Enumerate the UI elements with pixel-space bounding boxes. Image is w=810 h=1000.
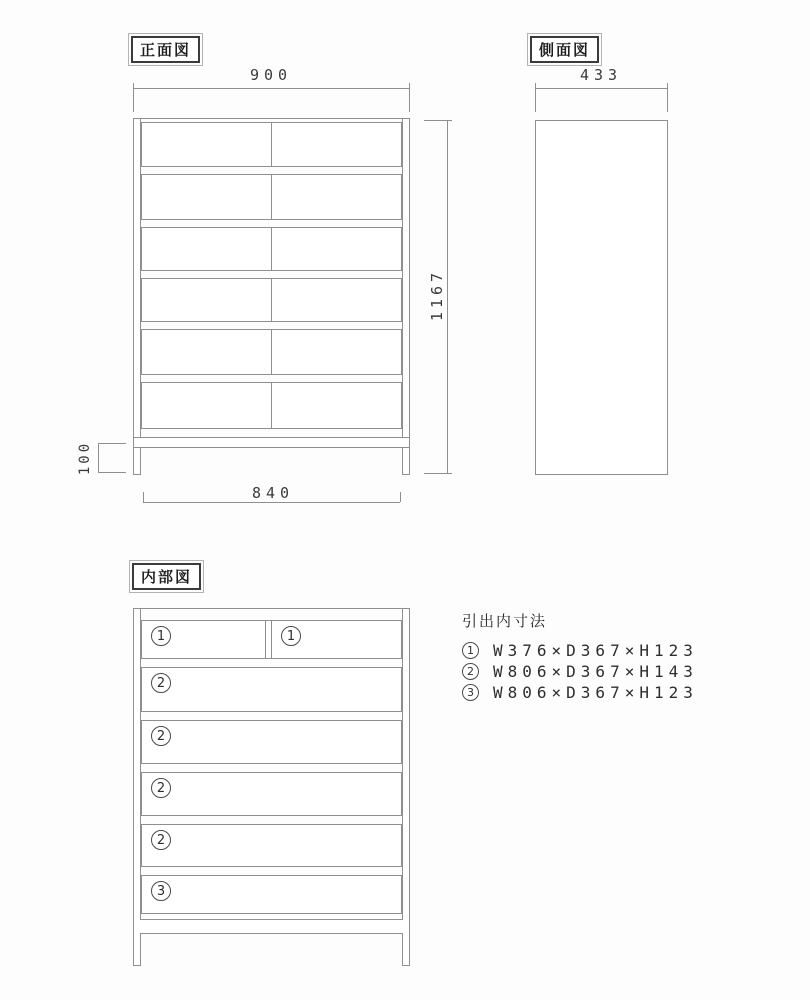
legend-number-badge: 2 [462,663,479,680]
legend-number-badge: 1 [462,642,479,659]
drawer-number-badge: 2 [151,673,171,693]
side-view-label [530,36,599,63]
dimension-value-1167: 1167 [428,268,446,322]
extension-line [400,492,401,502]
extension-line [409,83,410,112]
dimension-value-840: 840 [251,484,295,502]
extension-line [535,83,536,112]
drawer-center-divider [271,175,272,219]
internal-row-5 [141,824,402,867]
drawer-number-badge: 2 [151,830,171,850]
extension-line [424,473,452,474]
extension-line [98,443,126,444]
legend-number-badge: 3 [462,684,479,701]
internal-center-partition [265,621,272,658]
dimension-line-900 [133,88,409,89]
dimension-line-433 [535,88,667,89]
dimension-line-840 [143,502,400,503]
drawer-center-divider [271,123,272,166]
drawer-number-badge: 1 [151,626,171,646]
legend-item-1 [462,641,698,659]
legend-item-2 [462,662,698,680]
front-view-label-text: 正面図 [140,41,192,59]
dimension-value-100: 100 [77,440,93,476]
internal-row-1 [141,620,402,659]
extension-line [133,83,134,112]
drawer-front-row-1 [141,122,402,167]
drawer-center-divider [271,330,272,374]
drawer-number-badge: 2 [151,726,171,746]
drawer-front-row-3 [141,227,402,271]
drawer-number-badge: 2 [151,778,171,798]
internal-right-post [402,608,410,966]
drawer-front-row-2 [141,174,402,220]
drawer-front-row-4 [141,278,402,322]
drawer-center-divider [271,279,272,321]
drawer-number-badge: 3 [151,881,171,901]
extension-line [667,83,668,112]
front-left-post [133,118,141,475]
front-view-label [131,36,200,63]
internal-left-post [133,608,141,966]
legend-dimensions: W806×D367×H143 [493,661,698,681]
dimension-value-433: 433 [579,66,623,84]
legend-dimensions: W376×D367×H123 [493,640,698,660]
legend-dimensions: W806×D367×H123 [493,682,698,702]
extension-line [98,472,126,473]
drawer-center-divider [271,383,272,428]
front-bottom-rail [133,437,410,448]
side-view-label-text: 側面図 [539,41,591,59]
internal-row-4 [141,772,402,816]
dimension-value-900: 900 [249,66,293,84]
drawer-front-row-6 [141,382,402,429]
drawer-number-badge: 1 [281,626,301,646]
internal-row-2 [141,667,402,712]
internal-row-3 [141,720,402,764]
internal-bottom-rail [140,919,403,934]
extension-line [424,120,452,121]
extension-line [143,492,144,502]
internal-row-6 [141,875,402,914]
internal-view-label [132,563,201,590]
legend-item-3 [462,683,698,701]
internal-top-edge [133,608,410,609]
legend-title: 引出内寸法 [462,612,548,630]
front-top-edge [133,118,410,119]
side-panel [535,120,668,475]
drawer-front-row-5 [141,329,402,375]
drawer-center-divider [271,228,272,270]
internal-view-label-text: 内部図 [141,568,193,586]
